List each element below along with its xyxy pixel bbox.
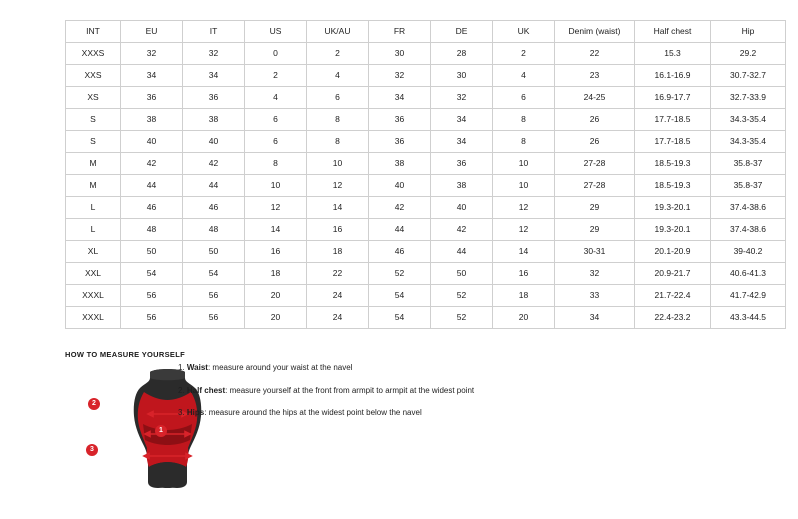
column-header: IT (183, 21, 245, 43)
table-cell: 18 (245, 263, 307, 285)
table-cell: 32 (183, 43, 245, 65)
table-row (66, 43, 786, 65)
table-cell: 6 (245, 109, 307, 131)
table-cell: 50 (121, 241, 183, 263)
table-cell: M (66, 153, 121, 175)
table-cell: 32 (121, 43, 183, 65)
table-cell: XXS (66, 65, 121, 87)
note-text: : measure around your waist at the navel (207, 363, 353, 372)
table-cell: 8 (493, 131, 555, 153)
note-text: : measure around the hips at the widest point below the navel (204, 408, 422, 418)
column-header: Hip (711, 21, 786, 43)
table-cell: 19.3-20.1 (635, 197, 711, 219)
table-cell: 10 (307, 153, 369, 175)
table-cell: 12 (493, 219, 555, 241)
table-cell: 16 (245, 241, 307, 263)
table-cell: 42 (369, 197, 431, 219)
table-cell: 32 (555, 263, 635, 285)
table-cell: 4 (307, 65, 369, 87)
note-term: Half chest (186, 385, 226, 395)
table-cell: 0 (245, 43, 307, 65)
table-cell: 46 (121, 197, 183, 219)
table-cell: 36 (121, 87, 183, 109)
table-cell: 41.7-42.9 (711, 285, 786, 307)
table-row (66, 219, 786, 241)
table-cell: 14 (493, 241, 555, 263)
table-cell: 46 (369, 241, 431, 263)
table-cell: 35.8-37 (711, 153, 786, 175)
table-cell: 8 (493, 109, 555, 131)
table-cell: 36 (369, 109, 431, 131)
column-header: Half chest (635, 21, 711, 43)
table-header-row (66, 21, 786, 43)
table-cell: 38 (121, 109, 183, 131)
table-cell: S (66, 131, 121, 153)
table-cell: 50 (183, 241, 245, 263)
table-cell: 37.4-38.6 (711, 219, 786, 241)
table-cell: 4 (245, 87, 307, 109)
table-cell: 28 (431, 43, 493, 65)
table-cell: 39-40.2 (711, 241, 786, 263)
table-cell: 16.9-17.7 (635, 87, 711, 109)
measure-note-hips (178, 408, 658, 418)
table-row (66, 263, 786, 285)
note-text: : measure yourself at the front from armpit to armpit at the widest point (225, 385, 475, 395)
table-cell: XS (66, 87, 121, 109)
table-cell: 40 (369, 175, 431, 197)
table-cell: 20 (245, 285, 307, 307)
table-cell: S (66, 109, 121, 131)
column-header: FR (369, 21, 431, 43)
table-cell: 44 (431, 241, 493, 263)
table-cell: 8 (307, 109, 369, 131)
measure-badge-hips: 3 (86, 444, 98, 456)
note-term: Hips (186, 408, 205, 418)
table-cell: 32.7-33.9 (711, 87, 786, 109)
table-cell: 14 (245, 219, 307, 241)
table-cell: XXXS (66, 43, 121, 65)
table-cell: 4 (493, 65, 555, 87)
table-cell: 26 (555, 131, 635, 153)
table-cell: 10 (245, 175, 307, 197)
table-cell: 10 (493, 175, 555, 197)
table-cell: 20.9-21.7 (635, 263, 711, 285)
table-cell: 24 (307, 285, 369, 307)
table-cell: XL (66, 241, 121, 263)
table-cell: 33 (555, 285, 635, 307)
table-cell: 14 (307, 197, 369, 219)
table-cell: 42 (183, 153, 245, 175)
table-cell: 54 (183, 263, 245, 285)
table-cell: 32 (369, 65, 431, 87)
table-cell: 32 (431, 87, 493, 109)
table-cell: 38 (431, 175, 493, 197)
table-row (66, 65, 786, 87)
table-cell: 44 (183, 175, 245, 197)
measure-notes (178, 363, 658, 431)
table-cell: 30 (431, 65, 493, 87)
table-cell: 40 (183, 131, 245, 153)
table-cell: 2 (307, 43, 369, 65)
table-cell: 52 (369, 263, 431, 285)
column-header: UK/AU (307, 21, 369, 43)
table-cell: 18 (493, 285, 555, 307)
table-cell: 34 (555, 307, 635, 329)
table-cell: L (66, 197, 121, 219)
table-cell: 16 (307, 219, 369, 241)
table-cell: 38 (369, 153, 431, 175)
table-row (66, 285, 786, 307)
table-row (66, 307, 786, 329)
table-cell: 16 (493, 263, 555, 285)
note-number: 2. (178, 385, 187, 395)
table-row (66, 87, 786, 109)
table-cell: 38 (183, 109, 245, 131)
table-cell: 48 (183, 219, 245, 241)
table-cell: 35.8-37 (711, 175, 786, 197)
table-cell: 27-28 (555, 175, 635, 197)
table-cell: 21.7-22.4 (635, 285, 711, 307)
table-cell: XXXL (66, 307, 121, 329)
table-cell: 54 (369, 307, 431, 329)
table-cell: 17.7-18.5 (635, 131, 711, 153)
table-cell: 34 (369, 87, 431, 109)
table-cell: 29.2 (711, 43, 786, 65)
table-cell: 40 (121, 131, 183, 153)
table-cell: 22 (555, 43, 635, 65)
table-cell: 44 (121, 175, 183, 197)
table-row (66, 175, 786, 197)
table-cell: 17.7-18.5 (635, 109, 711, 131)
table-cell: 36 (431, 153, 493, 175)
table-cell: XXL (66, 263, 121, 285)
table-body (66, 43, 786, 329)
column-header: US (245, 21, 307, 43)
measure-badge-half-chest: 2 (88, 398, 100, 410)
how-to-measure-heading: HOW TO MEASURE YOURSELF (65, 350, 185, 359)
table-cell: 12 (307, 175, 369, 197)
table-cell: 15.3 (635, 43, 711, 65)
table-cell: 52 (431, 307, 493, 329)
note-number: 3. (178, 408, 187, 418)
column-header: EU (121, 21, 183, 43)
table-cell: 18.5-19.3 (635, 153, 711, 175)
size-chart-table (65, 20, 786, 329)
table-cell: 56 (183, 285, 245, 307)
table-row (66, 197, 786, 219)
table-cell: 12 (245, 197, 307, 219)
table-cell: 26 (555, 109, 635, 131)
table-cell: 34 (121, 65, 183, 87)
table-cell: 40.6-41.3 (711, 263, 786, 285)
table-cell: 6 (245, 131, 307, 153)
table-cell: 23 (555, 65, 635, 87)
table-cell: 37.4-38.6 (711, 197, 786, 219)
table-cell: 22.4-23.2 (635, 307, 711, 329)
table-cell: 27-28 (555, 153, 635, 175)
table-cell: 30.7-32.7 (711, 65, 786, 87)
size-chart-table-wrapper (65, 20, 766, 329)
table-cell: 30 (369, 43, 431, 65)
table-cell: 34 (431, 109, 493, 131)
table-header (66, 21, 786, 43)
table-cell: 48 (121, 219, 183, 241)
table-cell: 8 (307, 131, 369, 153)
table-cell: 30-31 (555, 241, 635, 263)
table-cell: 2 (245, 65, 307, 87)
table-cell: 54 (121, 263, 183, 285)
table-cell: 6 (307, 87, 369, 109)
column-header: DE (431, 21, 493, 43)
table-cell: 34 (431, 131, 493, 153)
table-row (66, 131, 786, 153)
table-cell: 22 (307, 263, 369, 285)
table-cell: 34 (183, 65, 245, 87)
measure-note-waist (178, 363, 658, 373)
table-cell: 16.1-16.9 (635, 65, 711, 87)
table-cell: 34.3-35.4 (711, 109, 786, 131)
table-cell: 19.3-20.1 (635, 219, 711, 241)
table-cell: 20 (493, 307, 555, 329)
table-cell: 36 (183, 87, 245, 109)
table-cell: 43.3-44.5 (711, 307, 786, 329)
table-cell: 46 (183, 197, 245, 219)
column-header: INT (66, 21, 121, 43)
table-cell: 24 (307, 307, 369, 329)
measure-note-half-chest (178, 386, 658, 396)
table-cell: XXXL (66, 285, 121, 307)
table-cell: 29 (555, 197, 635, 219)
table-cell: 20 (245, 307, 307, 329)
table-cell: 10 (493, 153, 555, 175)
table-cell: 52 (431, 285, 493, 307)
table-cell: 24-25 (555, 87, 635, 109)
table-cell: 12 (493, 197, 555, 219)
table-cell: 44 (369, 219, 431, 241)
table-row (66, 153, 786, 175)
table-cell: 20.1-20.9 (635, 241, 711, 263)
measure-badge-waist: 1 (155, 425, 167, 437)
table-cell: 36 (369, 131, 431, 153)
table-cell: 40 (431, 197, 493, 219)
table-cell: M (66, 175, 121, 197)
table-cell: 29 (555, 219, 635, 241)
note-term: Waist (186, 363, 208, 372)
table-row (66, 109, 786, 131)
table-row (66, 241, 786, 263)
table-cell: 18 (307, 241, 369, 263)
table-cell: L (66, 219, 121, 241)
table-cell: 56 (121, 307, 183, 329)
table-cell: 2 (493, 43, 555, 65)
table-cell: 34.3-35.4 (711, 131, 786, 153)
table-cell: 42 (121, 153, 183, 175)
column-header: Denim (waist) (555, 21, 635, 43)
table-cell: 6 (493, 87, 555, 109)
table-cell: 56 (183, 307, 245, 329)
column-header: UK (493, 21, 555, 43)
note-number: 1. (178, 363, 187, 372)
table-cell: 56 (121, 285, 183, 307)
table-cell: 50 (431, 263, 493, 285)
table-cell: 42 (431, 219, 493, 241)
table-cell: 18.5-19.3 (635, 175, 711, 197)
table-cell: 54 (369, 285, 431, 307)
table-cell: 8 (245, 153, 307, 175)
